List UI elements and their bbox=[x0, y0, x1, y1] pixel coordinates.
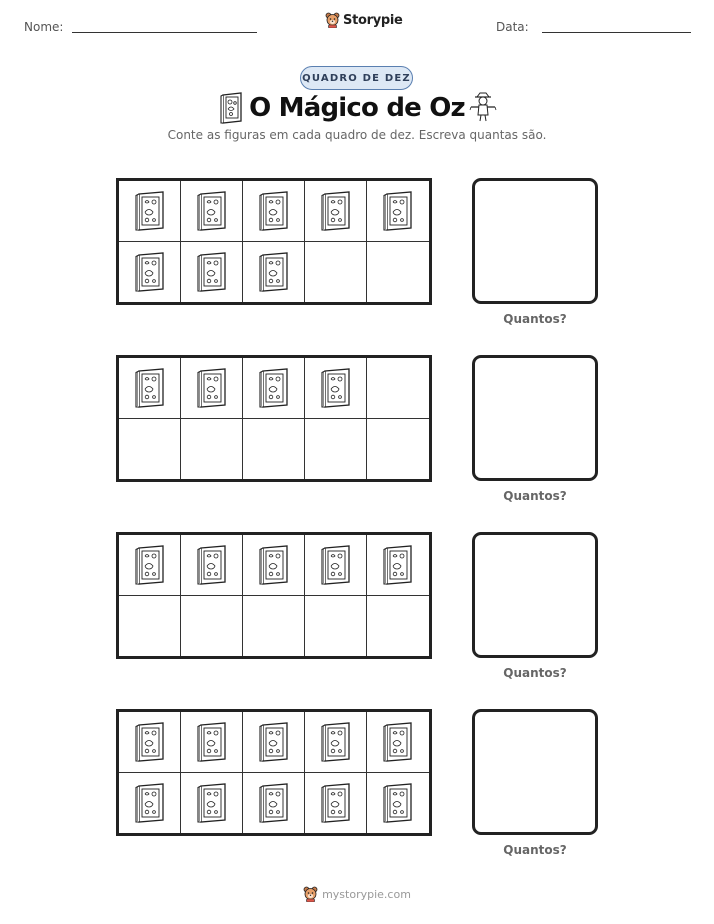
frame-cell-empty bbox=[243, 596, 305, 657]
frame-cell-filled bbox=[181, 773, 243, 834]
frame-cell-filled bbox=[119, 535, 181, 596]
frame-cell-filled bbox=[181, 242, 243, 303]
book-icon bbox=[132, 721, 168, 763]
book-icon bbox=[256, 544, 292, 586]
book-icon bbox=[194, 367, 230, 409]
frame-cell-filled bbox=[119, 242, 181, 303]
frame-cell-empty bbox=[367, 242, 429, 303]
book-icon bbox=[318, 367, 354, 409]
book-icon bbox=[318, 782, 354, 824]
book-icon bbox=[132, 190, 168, 232]
book-icon bbox=[380, 721, 416, 763]
ten-frame-1 bbox=[116, 178, 432, 305]
frame-cell-empty bbox=[367, 596, 429, 657]
frame-cell-empty bbox=[305, 596, 367, 657]
worksheet-type-badge: QUADRO DE DEZ bbox=[300, 66, 413, 90]
book-icon bbox=[132, 544, 168, 586]
frame-cell-empty bbox=[119, 419, 181, 480]
frame-cell-filled bbox=[367, 535, 429, 596]
answer-label-4: Quantos? bbox=[503, 843, 567, 857]
bear-mascot-icon bbox=[303, 886, 318, 902]
book-icon bbox=[132, 251, 168, 293]
frame-cell-filled bbox=[243, 773, 305, 834]
ten-frame-3 bbox=[116, 532, 432, 659]
book-icon bbox=[318, 721, 354, 763]
frame-cell-filled bbox=[243, 535, 305, 596]
book-icon bbox=[256, 190, 292, 232]
frame-cell-filled bbox=[181, 712, 243, 773]
frame-cell-filled bbox=[181, 535, 243, 596]
frame-cell-filled bbox=[305, 181, 367, 242]
brand-logo bbox=[325, 12, 403, 28]
frame-cell-filled bbox=[367, 181, 429, 242]
frame-cell-empty bbox=[119, 596, 181, 657]
book-icon bbox=[318, 190, 354, 232]
frame-cell-filled bbox=[119, 712, 181, 773]
frame-cell-filled bbox=[119, 181, 181, 242]
name-line[interactable] bbox=[72, 32, 257, 33]
page-title: O Mágico de Oz bbox=[249, 93, 465, 123]
book-icon bbox=[256, 251, 292, 293]
book-icon bbox=[256, 721, 292, 763]
frame-cell-empty bbox=[181, 596, 243, 657]
book-icon bbox=[380, 782, 416, 824]
instructions: Conte as figuras em cada quadro de dez. Escreva quantas são. bbox=[167, 128, 547, 142]
frame-cell-filled bbox=[305, 712, 367, 773]
book-icon bbox=[194, 782, 230, 824]
frame-cell-filled bbox=[367, 773, 429, 834]
book-icon bbox=[194, 721, 230, 763]
bear-mascot-icon bbox=[325, 12, 340, 28]
frame-cell-empty bbox=[305, 419, 367, 480]
scarecrow-icon bbox=[469, 91, 497, 123]
ten-frame-4 bbox=[116, 709, 432, 836]
answer-label-2: Quantos? bbox=[503, 489, 567, 503]
book-icon bbox=[194, 190, 230, 232]
footer-url: mystorypie.com bbox=[322, 887, 411, 901]
frame-cell-filled bbox=[119, 358, 181, 419]
book-icon bbox=[380, 544, 416, 586]
answer-box-1[interactable] bbox=[472, 178, 598, 304]
frame-cell-empty bbox=[181, 419, 243, 480]
answer-box-4[interactable] bbox=[472, 709, 598, 835]
footer bbox=[0, 886, 714, 902]
book-icon bbox=[256, 782, 292, 824]
frame-cell-filled bbox=[305, 358, 367, 419]
book-icon bbox=[194, 544, 230, 586]
frame-cell-empty bbox=[367, 358, 429, 419]
date-label: Data: bbox=[496, 20, 529, 34]
book-icon bbox=[132, 367, 168, 409]
frame-cell-filled bbox=[181, 181, 243, 242]
book-icon bbox=[132, 782, 168, 824]
frame-cell-empty bbox=[243, 419, 305, 480]
frame-cell-filled bbox=[119, 773, 181, 834]
frame-cell-filled bbox=[243, 242, 305, 303]
frame-cell-filled bbox=[243, 181, 305, 242]
date-line[interactable] bbox=[542, 32, 691, 33]
book-icon bbox=[256, 367, 292, 409]
answer-label-1: Quantos? bbox=[503, 312, 567, 326]
book-icon bbox=[380, 190, 416, 232]
frame-cell-filled bbox=[243, 712, 305, 773]
frame-cell-filled bbox=[243, 358, 305, 419]
frame-cell-filled bbox=[305, 535, 367, 596]
frame-cell-filled bbox=[305, 773, 367, 834]
frame-cell-empty bbox=[367, 419, 429, 480]
frame-cell-filled bbox=[181, 358, 243, 419]
brand-name: Storypie bbox=[343, 12, 403, 28]
book-icon bbox=[318, 544, 354, 586]
answer-box-2[interactable] bbox=[472, 355, 598, 481]
book-icon bbox=[194, 251, 230, 293]
answer-label-3: Quantos? bbox=[503, 666, 567, 680]
frame-cell-filled bbox=[367, 712, 429, 773]
ten-frame-2 bbox=[116, 355, 432, 482]
answer-box-3[interactable] bbox=[472, 532, 598, 658]
frame-cell-empty bbox=[305, 242, 367, 303]
name-label: Nome: bbox=[24, 20, 64, 34]
